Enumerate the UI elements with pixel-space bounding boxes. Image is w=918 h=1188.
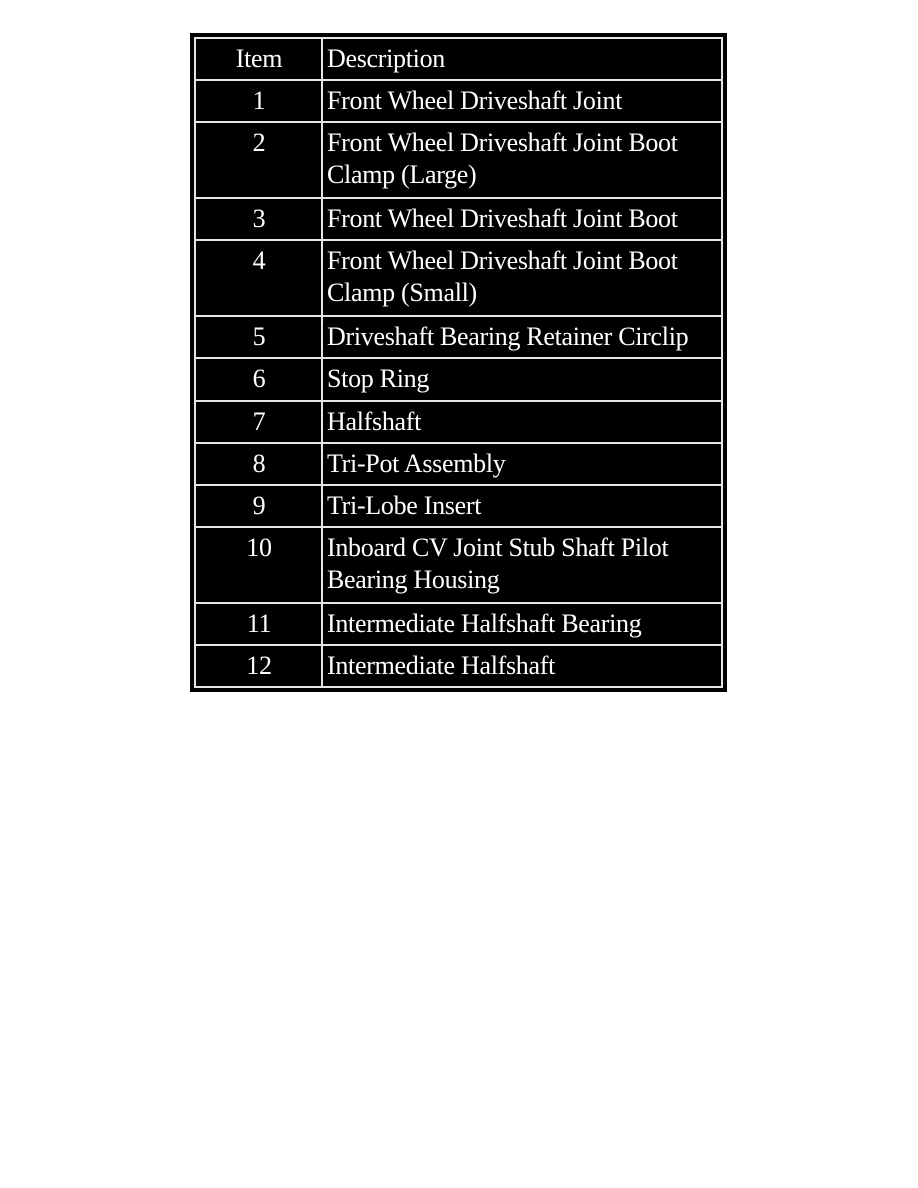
item-number-cell: 6 <box>195 358 322 400</box>
description-cell: Front Wheel Driveshaft Joint <box>322 80 722 122</box>
description-cell: Tri-Pot Assembly <box>322 443 722 485</box>
parts-table-frame <box>190 33 727 692</box>
item-number-cell: 2 <box>195 122 322 198</box>
description-cell: Driveshaft Bearing Retainer Circlip <box>322 316 722 358</box>
item-number-cell: 5 <box>195 316 322 358</box>
description-cell: Front Wheel Driveshaft Joint Boot <box>322 198 722 240</box>
table-header-row <box>195 38 722 80</box>
description-cell: Front Wheel Driveshaft Joint Boot Clamp (Large) <box>322 122 722 198</box>
item-number-cell: 8 <box>195 443 322 485</box>
table-row <box>195 358 722 400</box>
table-row <box>195 527 722 603</box>
table-row <box>195 443 722 485</box>
table-row <box>195 198 722 240</box>
item-number-cell: 12 <box>195 645 322 687</box>
table-row <box>195 240 722 316</box>
table-row <box>195 485 722 527</box>
table-row <box>195 645 722 687</box>
table-row <box>195 316 722 358</box>
item-number-cell: 7 <box>195 401 322 443</box>
item-number-cell: 1 <box>195 80 322 122</box>
item-number-cell: 9 <box>195 485 322 527</box>
parts-table <box>194 37 723 688</box>
description-cell: Tri-Lobe Insert <box>322 485 722 527</box>
description-cell: Intermediate Halfshaft Bearing <box>322 603 722 645</box>
description-cell: Inboard CV Joint Stub Shaft Pilot Bearing Housing <box>322 527 722 603</box>
table-row <box>195 80 722 122</box>
table-row <box>195 603 722 645</box>
description-cell: Intermediate Halfshaft <box>322 645 722 687</box>
item-number-cell: 4 <box>195 240 322 316</box>
description-cell: Halfshaft <box>322 401 722 443</box>
item-column-header: Item <box>195 38 322 80</box>
item-number-cell: 11 <box>195 603 322 645</box>
table-row <box>195 122 722 198</box>
table-row <box>195 401 722 443</box>
item-number-cell: 3 <box>195 198 322 240</box>
description-cell: Stop Ring <box>322 358 722 400</box>
item-number-cell: 10 <box>195 527 322 603</box>
description-cell: Front Wheel Driveshaft Joint Boot Clamp (Small) <box>322 240 722 316</box>
description-column-header: Description <box>322 38 722 80</box>
